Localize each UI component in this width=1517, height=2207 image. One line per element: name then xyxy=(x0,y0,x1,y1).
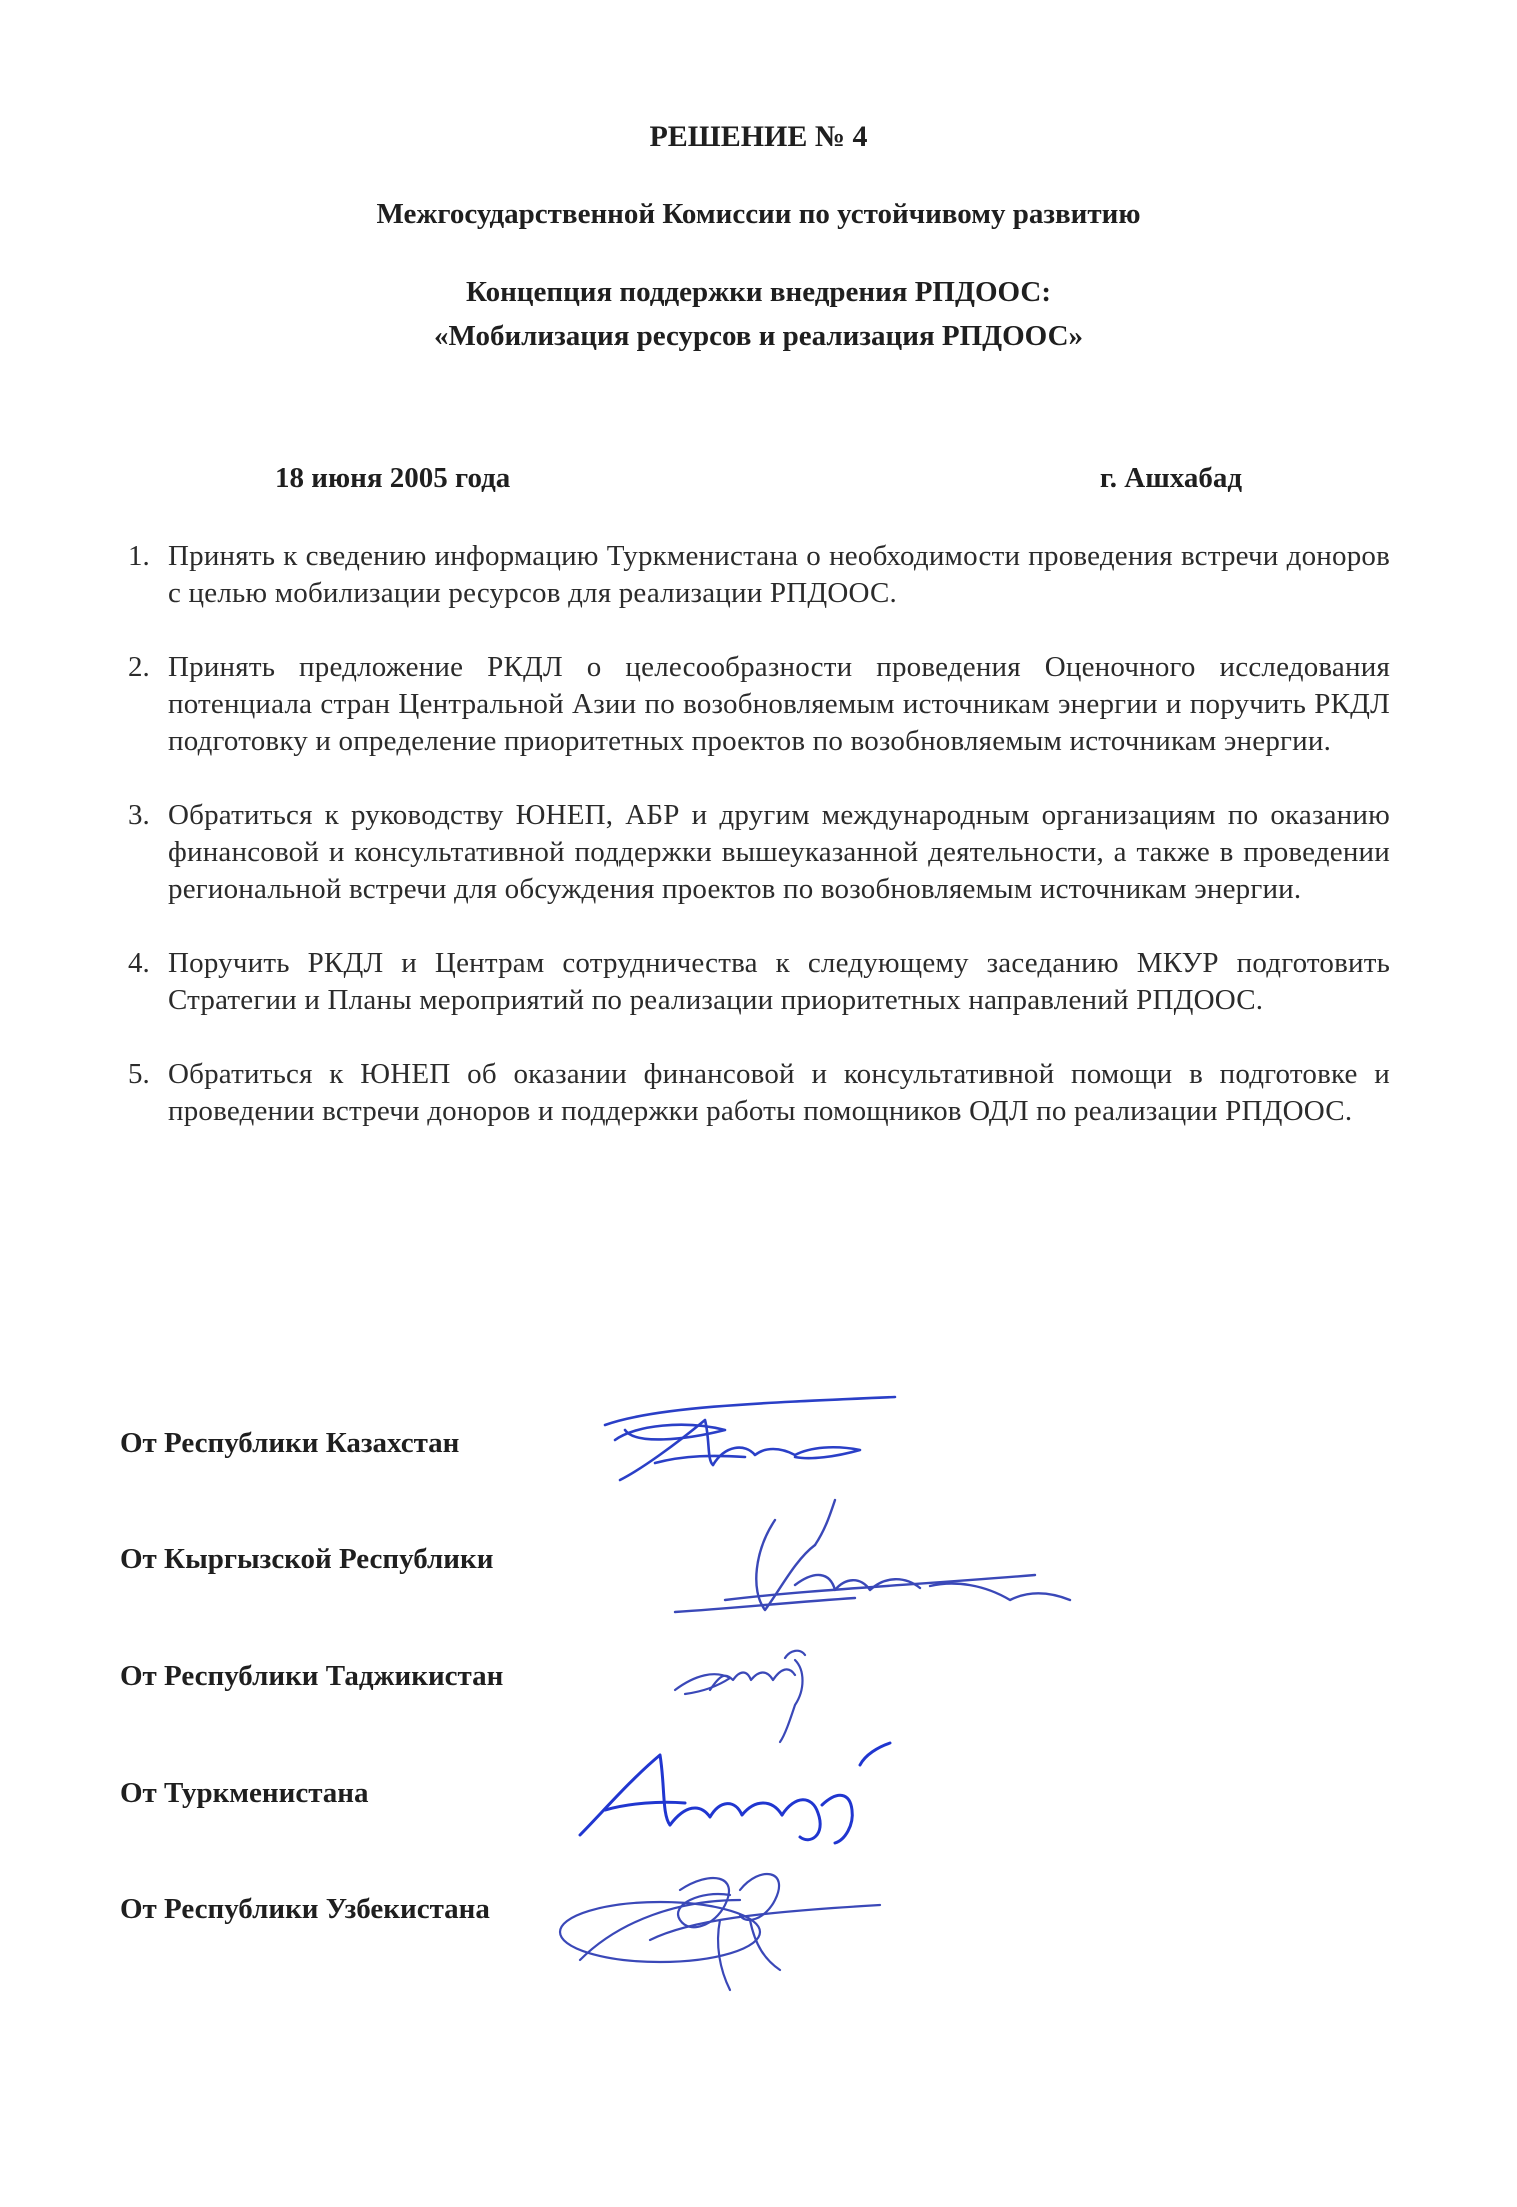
decision-date: 18 июня 2005 года xyxy=(275,462,511,494)
concept-line-1: Концепция поддержки внедрения РПДООС: xyxy=(465,276,1052,308)
item-text: Обратиться к ЮНЕП об оказании финансовой и консультативной помощи в подготовке и проведении встречи доноров и поддержки работы помощников ОДЛ по реализации РПДООС. xyxy=(168,1058,1390,1127)
signature-turkmenistan xyxy=(560,1725,910,1850)
concept-line-2: «Мобилизация ресурсов и реализация РПДООС» xyxy=(433,320,1084,352)
decision-items xyxy=(128,538,1390,1167)
decision-item xyxy=(128,797,1390,908)
signature-uzbekistan xyxy=(540,1850,900,2000)
decision-title: РЕШЕНИЕ № 4 xyxy=(649,120,868,153)
concept-heading xyxy=(0,270,1517,358)
item-text: Обратиться к руководству ЮНЕП, АБР и другим международным организациям по оказанию финансовой и консультативной поддержки вышеуказанной деятельности, а также в проведении региональной встречи для обсуждения проектов по возобновляемым источникам энергии. xyxy=(168,799,1390,905)
signatory-tajikistan-label: От Республики Таджикистан xyxy=(120,1660,504,1692)
signature-kyrgyzstan xyxy=(655,1490,1085,1630)
item-text: Принять к сведению информацию Туркменистана о необходимости проведения встречи доноров с целью мобилизации ресурсов для реализации РПДООС. xyxy=(168,540,1390,609)
signatory-uzbekistan-label: От Республики Узбекистана xyxy=(120,1893,490,1925)
signatory-turkmenistan-label: От Туркменистана xyxy=(120,1777,369,1809)
item-number: 4. xyxy=(128,947,150,979)
decision-item xyxy=(128,945,1390,1019)
decision-item xyxy=(128,538,1390,612)
decision-city: г. Ашхабад xyxy=(1099,462,1242,494)
commission-subtitle: Межгосударственной Комиссии по устойчивому развитию xyxy=(376,198,1141,230)
item-number: 5. xyxy=(128,1058,150,1090)
decision-item xyxy=(128,1056,1390,1130)
item-number: 1. xyxy=(128,540,150,572)
item-text: Поручить РКДЛ и Центрам сотрудничества к следующему заседанию МКУР подготовить Стратегии и Планы мероприятий по реализации приоритетных направлений РПДООС. xyxy=(168,947,1390,1016)
decision-item xyxy=(128,649,1390,760)
item-number: 2. xyxy=(128,651,150,683)
item-number: 3. xyxy=(128,799,150,831)
item-text: Принять предложение РКДЛ о целесообразности проведения Оценочного исследования потенциала стран Центральной Азии по возобновляемым источникам энергии и поручить РКДЛ подготовку и определение приоритетных проектов по возобновляемым источникам энергии. xyxy=(168,651,1390,757)
signature-kazakhstan xyxy=(595,1385,925,1500)
signatory-kazakhstan-label: От Республики Казахстан xyxy=(120,1427,460,1459)
signatory-kyrgyzstan-label: От Кыргызской Республики xyxy=(120,1543,494,1575)
